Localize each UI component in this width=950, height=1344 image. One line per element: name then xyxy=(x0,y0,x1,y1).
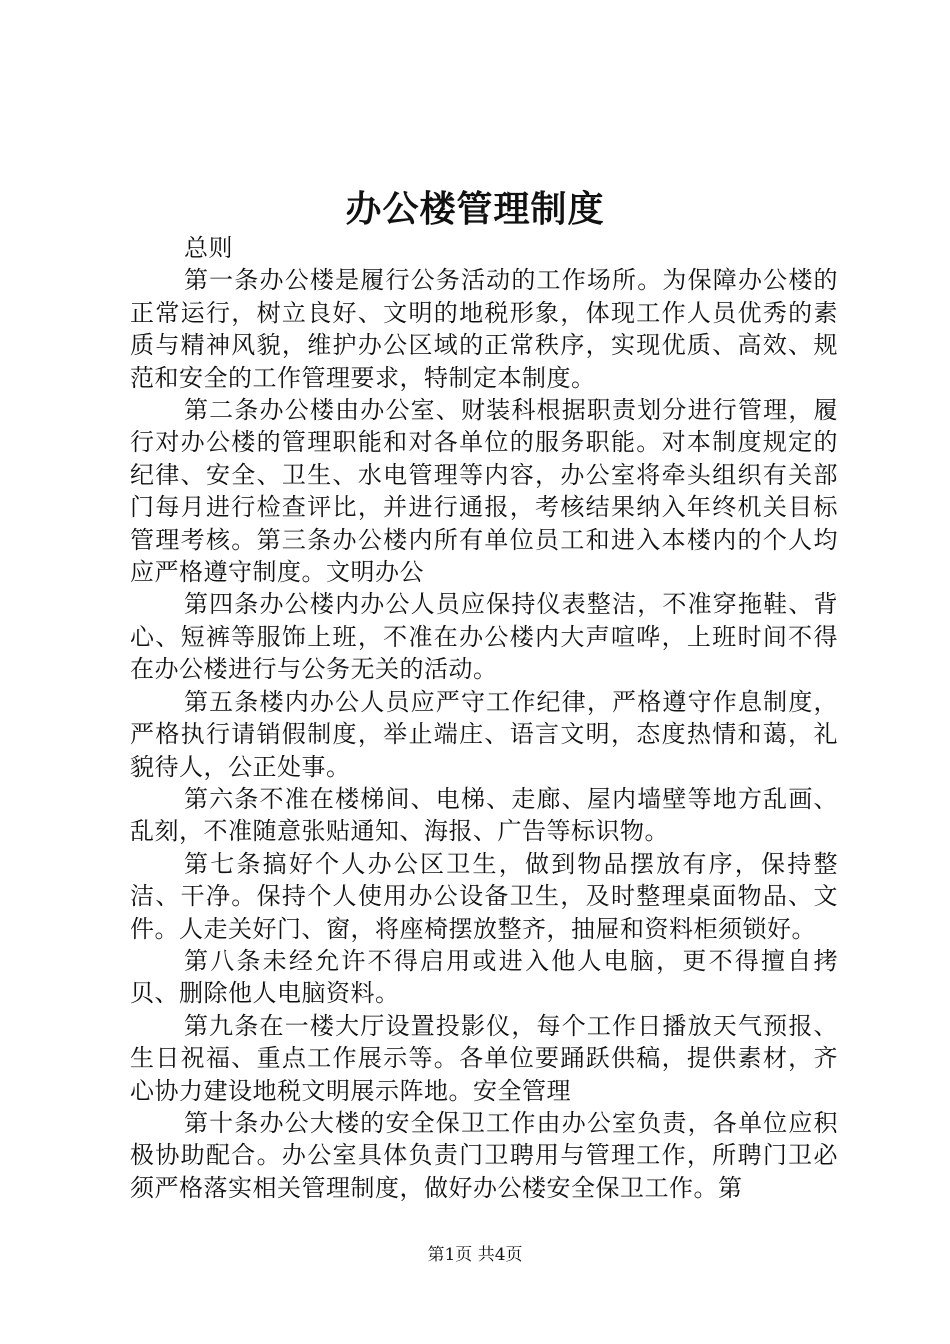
paragraph-article-10: 第十条办公大楼的安全保卫工作由办公室负责，各单位应积极协助配合。办公室具体负责门卫聘用与管理工作，所聘门卫必须严格落实相关管理制度，做好办公楼安全保卫工作。第 xyxy=(130,1108,838,1202)
paragraph-article-2-3: 第二条办公楼由办公室、财装科根据职责划分进行管理，履行对办公楼的管理职能和对各单位的服务职能。对本制度规定的纪律、安全、卫生、水电管理等内容，办公室将牵头组织有关部门每月进行检查评比，并进行通报，考核结果纳入年终机关目标管理考核。第三条办公楼内所有单位员工和进入本楼内的个人均应严格遵守制度。文明办公 xyxy=(130,396,838,587)
paragraph-article-6: 第六条不准在楼梯间、电梯、走廊、屋内墙壁等地方乱画、乱刻，不准随意张贴通知、海报、广告等标识物。 xyxy=(130,784,838,846)
paragraph-article-1: 第一条办公楼是履行公务活动的工作场所。为保障办公楼的正常运行，树立良好、文明的地税形象，体现工作人员优秀的素质与精神风貌，维护办公区域的正常秩序，实现优质、高效、规范和安全的工作管理要求，特制定本制度。 xyxy=(130,266,838,392)
page-footer: 第1页 共4页 xyxy=(427,1245,523,1265)
paragraph-article-8: 第八条未经允许不得启用或进入他人电脑，更不得擅自拷贝、删除他人电脑资料。 xyxy=(130,946,838,1008)
paragraph-article-5: 第五条楼内办公人员应严守工作纪律，严格遵守作息制度，严格执行请销假制度，举止端庄、语言文明，态度热情和蔼，礼貌待人，公正处事。 xyxy=(130,687,838,781)
paragraph-article-4: 第四条办公楼内办公人员应保持仪表整洁，不准穿拖鞋、背心、短裤等服饰上班，不准在办公楼内大声喧哗，上班时间不得在办公楼进行与公务无关的活动。 xyxy=(130,590,838,684)
paragraph-article-7: 第七条搞好个人办公区卫生，做到物品摆放有序，保持整洁、干净。保持个人使用办公设备卫生，及时整理桌面物品、文件。人走关好门、窗，将座椅摆放整齐，抽屉和资料柜须锁好。 xyxy=(130,849,838,943)
paragraph-article-9: 第九条在一楼大厅设置投影仪，每个工作日播放天气预报、生日祝福、重点工作展示等。各单位要踊跃供稿，提供素材，齐心协力建设地税文明展示阵地。安全管理 xyxy=(130,1011,838,1105)
document-title: 办公楼管理制度 xyxy=(345,188,605,230)
document-body xyxy=(130,232,838,1204)
section-heading-general: 总则 xyxy=(184,234,233,262)
